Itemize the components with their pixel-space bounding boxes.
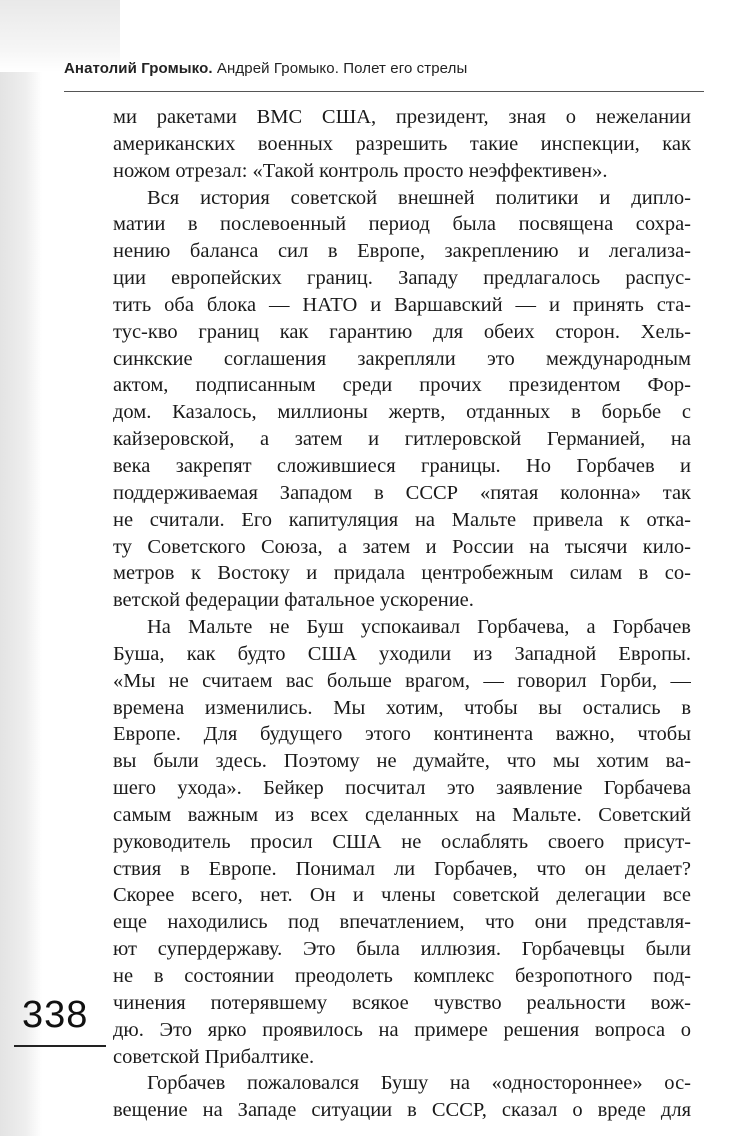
text-line: Вся история советской внешней политики и дипло- [147, 186, 691, 209]
text-line: вещение на Западе ситуации в СССР, сказал о вреде для [113, 1099, 691, 1122]
header-book-title: Андрей Громыко. Полет его стрелы [216, 60, 468, 77]
text-line: На Мальте не Буш успокаивал Горбачева, а Горбачев [147, 616, 691, 639]
text-line: советской Прибалтике. [113, 1045, 315, 1068]
text-line: руководитель просил США не ослаблять своего присут- [113, 830, 691, 853]
text-line: дом. Казалось, миллионы жертв, отданных в борьбе с [113, 401, 691, 424]
text-line: дю. Это ярко проявилось на примере решения вопроса о [113, 1018, 691, 1041]
text-line: не в состоянии преодолеть комплекс безропотного под- [113, 965, 691, 987]
body-text [113, 104, 691, 1124]
side-decorative-band [0, 0, 42, 1136]
text-line: чинения потерявшему всякое чувство реальности вож- [113, 991, 691, 1014]
page-number: 338 [22, 994, 89, 1036]
text-line: тить оба блока — НАТО и Варшавский — и принять ста- [113, 293, 691, 316]
page-number-rule [14, 1045, 106, 1047]
text-line: актом, подписанным среди прочих президентом Фор- [113, 374, 691, 397]
text-line: ми ракетами ВМС США, президент, зная о нежелании [113, 106, 691, 128]
text-line: синкские соглашения закрепляли это международным [113, 347, 691, 370]
text-line: Горбачев пожаловался Бушу на «одностороннее» ос- [147, 1072, 691, 1095]
running-header [64, 60, 704, 77]
text-line: метров к Востоку и придала центробежным силам в со- [113, 562, 691, 585]
text-line: вы были здесь. Поэтому не думайте, что мы хотим ва- [113, 750, 691, 773]
text-line: не считали. Его капитуляция на Мальте привела к отка- [113, 508, 691, 531]
text-line: американских военных разрешить такие инспекции, как [113, 132, 691, 155]
text-line: поддерживаемая Западом в СССР «пятая колонна» так [113, 481, 691, 504]
text-line: времена изменились. Мы хотим, чтобы вы остались в [113, 696, 691, 719]
text-line: нению баланса сил в Европе, закреплению и легализа- [113, 240, 691, 263]
text-line: еще находились под впечатлением, что они представля- [113, 911, 691, 934]
text-line: ствия в Европе. Понимал ли Горбачев, что он делает? [113, 857, 691, 880]
text-line: самым важным из всех сделанных на Мальте. Советский [113, 803, 691, 826]
text-line: века закрепят сложившиеся границы. Но Горбачев и [113, 454, 691, 477]
text-line: ветской федерации фатальное ускорение. [113, 589, 474, 612]
header-rule [64, 91, 704, 92]
text-line: ют супердержаву. Это была иллюзия. Горбачевцы были [113, 938, 691, 961]
text-line: шего ухода». Бейкер посчитал это заявление Горбачева [113, 777, 691, 800]
text-line: ции европейских границ. Западу предлагалось распус- [113, 267, 691, 290]
text-line: ножом отрезал: «Такой контроль просто неэффективен». [113, 159, 608, 182]
text-line: матии в послевоенный период была посвящена сохра- [113, 213, 691, 236]
text-line: Буша, как будто США уходили из Западной Европы. [113, 642, 691, 665]
header-author: Анатолий Громыко. [64, 60, 213, 77]
text-line: Скорее всего, нет. Он и члены советской делегации все [113, 884, 691, 907]
text-line: ту Советского Союза, а затем и России на тысячи кило- [113, 535, 691, 558]
text-line: кайзеровской, а затем и гитлеровской Германией, на [113, 428, 691, 451]
text-line: Европе. Для будущего этого континента важно, чтобы [113, 723, 691, 746]
text-line: «Мы не считаем вас больше врагом, — говорил Горби, — [113, 669, 691, 692]
text-line: тус-кво границ как гарантию для обеих сторон. Хель- [113, 320, 691, 343]
